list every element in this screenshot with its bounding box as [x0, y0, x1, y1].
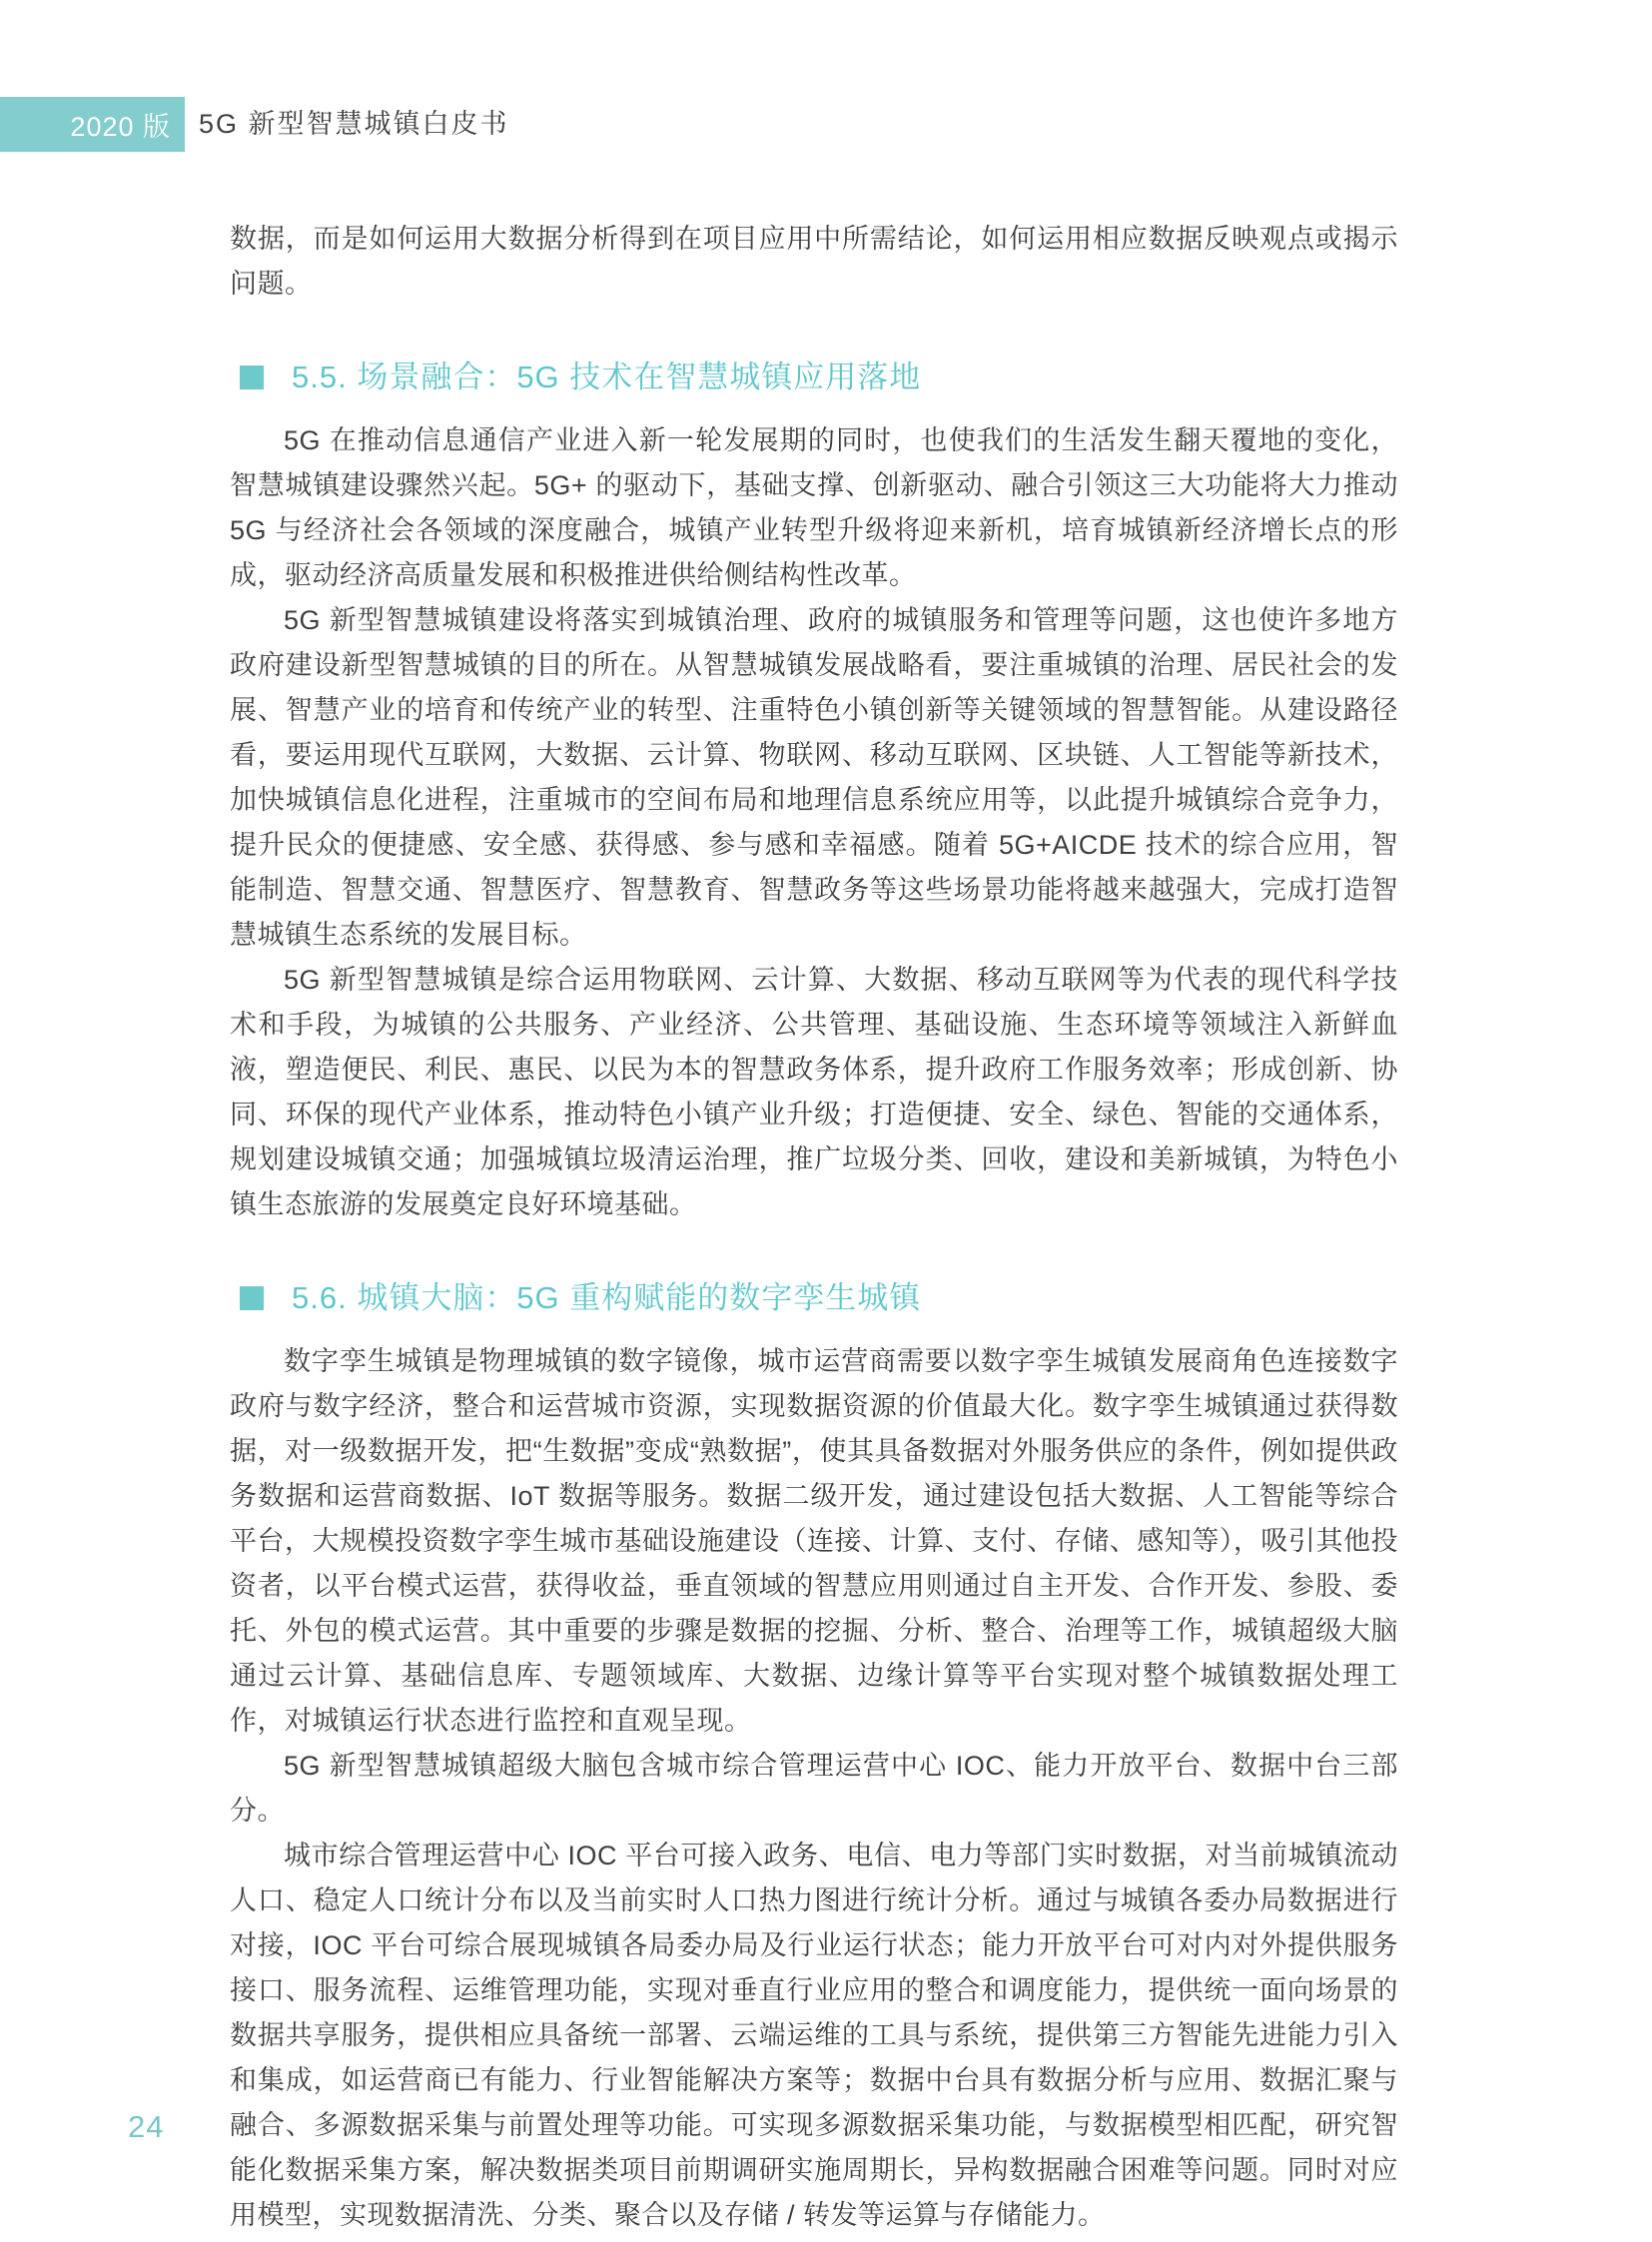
edition-badge [0, 97, 185, 152]
section-heading-5-6 [240, 1275, 1398, 1321]
paragraph: 城市综合管理运营中心 IOC 平台可接入政务、电信、电力等部门实时数据，对当前城镇流动人口、稳定人口统计分布以及当前实时人口热力图进行统计分析。通过与城镇各委办局数据进行对接，IOC 平台可综合展现城镇各局委办局及行业运行状态；能力开放平台可对内对外提供服务接口、服务流程、运维管理功能，实现对垂直行业应用的整合和调度能力，提供统一面向场景的数据共享服务，提供相应具备统一部署、云端运维的工具与系统，提供第三方智能先进能力引入和集成，如运营商已有能力、行业智能解决方案等；数据中台具有数据分析与应用、数据汇聚与融合、多源数据采集与前置处理等功能。可实现多源数据采集功能，与数据模型相匹配，研究智能化数据采集方案，解决数据类项目前期调研实施周期长，异构数据融合困难等问题。同时对应用模型，实现数据清洗、分类、聚合以及存储 / 转发等运算与存储能力。 [230, 1841, 1398, 2230]
section-heading-label: 5.5. 场景融合：5G 技术在智慧城镇应用落地 [292, 360, 922, 394]
section-heading-label: 5.6. 城镇大脑：5G 重构赋能的数字孪生城镇 [292, 1280, 922, 1315]
paragraph: 5G 新型智慧城镇是综合运用物联网、云计算、大数据、移动互联网等为代表的现代科学技术和手段，为城镇的公共服务、产业经济、公共管理、基础设施、生态环境等领域注入新鲜血液，塑造便民、利民、惠民、以民为本的智慧政务体系，提升政府工作服务效率；形成创新、协同、环保的现代产业体系，推动特色小镇产业升级；打造便捷、安全、绿色、智能的交通体系，规划建设城镇交通；加强城镇垃圾清运治理，推广垃圾分类、回收，建设和美新城镇，为特色小镇生态旅游的发展奠定良好环境基础。 [230, 965, 1398, 1219]
paragraph: 5G 新型智慧城镇建设将落实到城镇治理、政府的城镇服务和管理等问题，这也使许多地方政府建设新型智慧城镇的目的所在。从智慧城镇发展战略看，要注重城镇的治理、居民社会的发展、智慧产业的培育和传统产业的转型、注重特色小镇创新等关键领域的智慧智能。从建设路径看，要运用现代互联网，大数据、云计算、物联网、移动互联网、区块链、人工智能等新技术，加快城镇信息化进程，注重城市的空间布局和地理信息系统应用等，以此提升城镇综合竞争力，提升民众的便捷感、安全感、获得感、参与感和幸福感。随着 5G+AICDE 技术的综合应用，智能制造、智慧交通、智慧医疗、智慧教育、智慧政务等这些场景功能将越来越强大，完成打造智慧城镇生态系统的发展目标。 [230, 605, 1398, 950]
paragraph: 数字孪生城镇是物理城镇的数字镜像，城市运营商需要以数字孪生城镇发展商角色连接数字政府与数字经济，整合和运营城市资源，实现数据资源的价值最大化。数字孪生城镇通过获得数据，对一级数据开发，把“生数据”变成“熟数据”，使其具备数据对外服务供应的条件，例如提供政务数据和运营商数据、IoT 数据等服务。数据二级开发，通过建设包括大数据、人工智能等综合平台，大规模投资数字孪生城市基础设施建设（连接、计算、支付、存储、感知等），吸引其他投资者，以平台模式运营，获得收益，垂直领域的智慧应用则通过自主开发、合作开发、参股、委托、外包的模式运营。其中重要的步骤是数据的挖掘、分析、整合、治理等工作，城镇超级大脑通过云计算、基础信息库、专题领域库、大数据、边缘计算等平台实现对整个城镇数据处理工作，对城镇运行状态进行监控和直观呈现。 [230, 1346, 1398, 1736]
intro-paragraph: 数据，而是如何运用大数据分析得到在项目应用中所需结论，如何运用相应数据反映观点或揭示问题。 [230, 224, 1398, 299]
section-bullet-icon [240, 366, 264, 389]
page-number: 24 [128, 2109, 165, 2144]
body-text-column [230, 217, 1398, 2238]
paragraph: 5G 新型智慧城镇超级大脑包含城市综合管理运营中心 IOC、能力开放平台、数据中台三部分。 [230, 1751, 1398, 1826]
section-bullet-icon [240, 1286, 264, 1310]
edition-badge-label: 2020 版 [70, 112, 171, 142]
document-title: 5G 新型智慧城镇白皮书 [199, 109, 509, 139]
section-heading-5-5 [240, 355, 1398, 400]
paragraph: 5G 在推动信息通信产业进入新一轮发展期的同时，也使我们的生活发生翻天覆地的变化，智慧城镇建设骤然兴起。5G+ 的驱动下，基础支撑、创新驱动、融合引领这三大功能将大力推动 5G 与经济社会各领域的深度融合，城镇产业转型升级将迎来新机，培育城镇新经济增长点的形成，驱动经济高质量发展和积极推进供给侧结构性改革。 [230, 425, 1398, 590]
